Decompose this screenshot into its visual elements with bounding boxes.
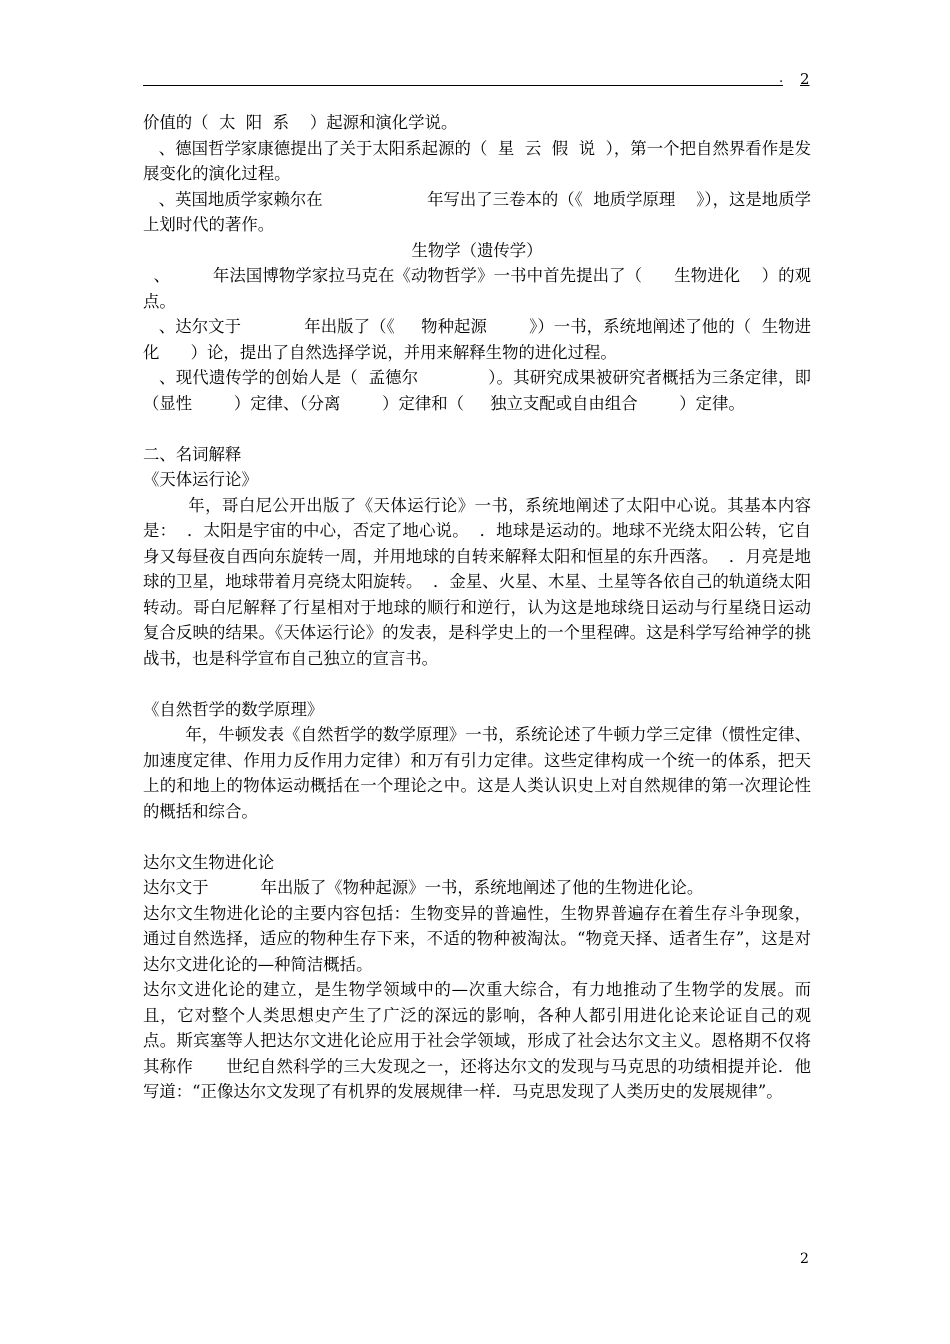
paragraph: 年，哥白尼公开出版了《天体运行论》一书，系统地阐述了太阳中心说。其基本内容是： ．太阳是宇宙的中心，否定了地心说。 ．地球是运动的。地球不光绕太阳公转，它自身又每昼夜自西向东旋转一周，并用地球的自转来解释太阳和恒星的东升西落。 ．月亮是地球的卫星，地球带着月亮绕太阳旋转。 ．金星、火星、木星、土星等各依自己的轨道绕太阳转动。哥白尼解释了行星相对于地球的顺行和逆行，认为这是地球绕日运动与行星绕日运动复合反映的结果。《天体运行论》的发表，是科学史上的一个里程碑。这是科学写给神学的挑战书，也是科学宣布自己独立的宣言书。 xyxy=(143,495,811,668)
spacer xyxy=(143,824,811,850)
spacer xyxy=(143,416,811,442)
paragraph: 达尔文生物进化论的主要内容包括：生物变异的普遍性，生物界普遍存在着生存斗争现象，通过自然选择，适应的物种生存下来，不适的物种被淘汰。“物竞天择、适者生存”，这是对达尔文进化论的—种简洁概括。 xyxy=(143,903,811,974)
header-rule xyxy=(143,85,783,86)
paragraph: 、现代遗传学的创始人是（ 孟德尔 ）。其研究成果被研究者概括为三条定律，即（显性 ）定律、（分离 ）定律和（ 独立支配或自由组合 ）定律。 xyxy=(143,368,811,413)
header-page-number: 2 xyxy=(800,70,810,88)
document-body xyxy=(143,110,811,1105)
term-title: 达尔文生物进化论 xyxy=(143,852,275,872)
paragraph: 、德国哲学家康德提出了关于太阳系起源的（ 星 云 假 说 ），第一个把自然界看作是发展变化的演化过程。 xyxy=(143,138,811,183)
paragraph: 年，牛顿发表《自然哲学的数学原理》一书，系统论述了牛顿力学三定律（惯性定律、加速度定律、作用力反作用力定律）和万有引力定律。这些定律构成一个统一的体系，把天上的和地上的物体运动概括在一个理论之中。这是人类认识史上对自然规律的第一次理论性的概括和综合。 xyxy=(143,725,812,821)
paragraph: 达尔文进化论的建立，是生物学领域中的—次重大综合，有力地推动了生物学的发展。而且，它对整个人类思想史产生了广泛的深远的影响，各种人都引用进化论来论证自己的观点。斯宾塞等人把达尔文进化论应用于社会学领域，形成了社会达尔文主义。恩格期不仅将其称作 世纪自然科学的三大发现之一，还将达尔文的发现与马克思的功绩相提并论．他写道：“正像达尔文发现了有机界的发展规律一样．马克思发现了人类历史的发展规律”。 xyxy=(143,980,811,1101)
section-heading-biology: 生物学（遗传学） xyxy=(411,240,543,260)
header-dot: . xyxy=(779,71,784,86)
footer-page-number: 2 xyxy=(800,1251,809,1267)
term-title: 《天体运行论》 xyxy=(143,470,258,489)
paragraph: 、 年法国博物学家拉马克在《动物哲学》一书中首先提出了（ 生物进化 ）的观点。 xyxy=(143,266,812,311)
paragraph: 价值的（ 太 阳 系 ）起源和演化学说。 xyxy=(143,113,458,132)
paragraph: 、达尔文于 年出版了（《 物种起源 》）一书，系统地阐述了他的（ 生物进化 ）论，提出了自然选择学说，并用来解释生物的进化过程。 xyxy=(143,317,811,362)
term-title: 《自然哲学的数学原理》 xyxy=(143,699,324,719)
section-heading-terms: 二、名词解释 xyxy=(143,444,242,464)
spacer xyxy=(143,671,811,697)
paragraph: 、英国地质学家赖尔在 年写出了三卷本的（《 地质学原理 》），这是地质学上划时代的著作。 xyxy=(143,189,811,234)
paragraph: 达尔文于 年出版了《物种起源》一书，系统地阐述了他的生物进化论。 xyxy=(143,878,704,897)
